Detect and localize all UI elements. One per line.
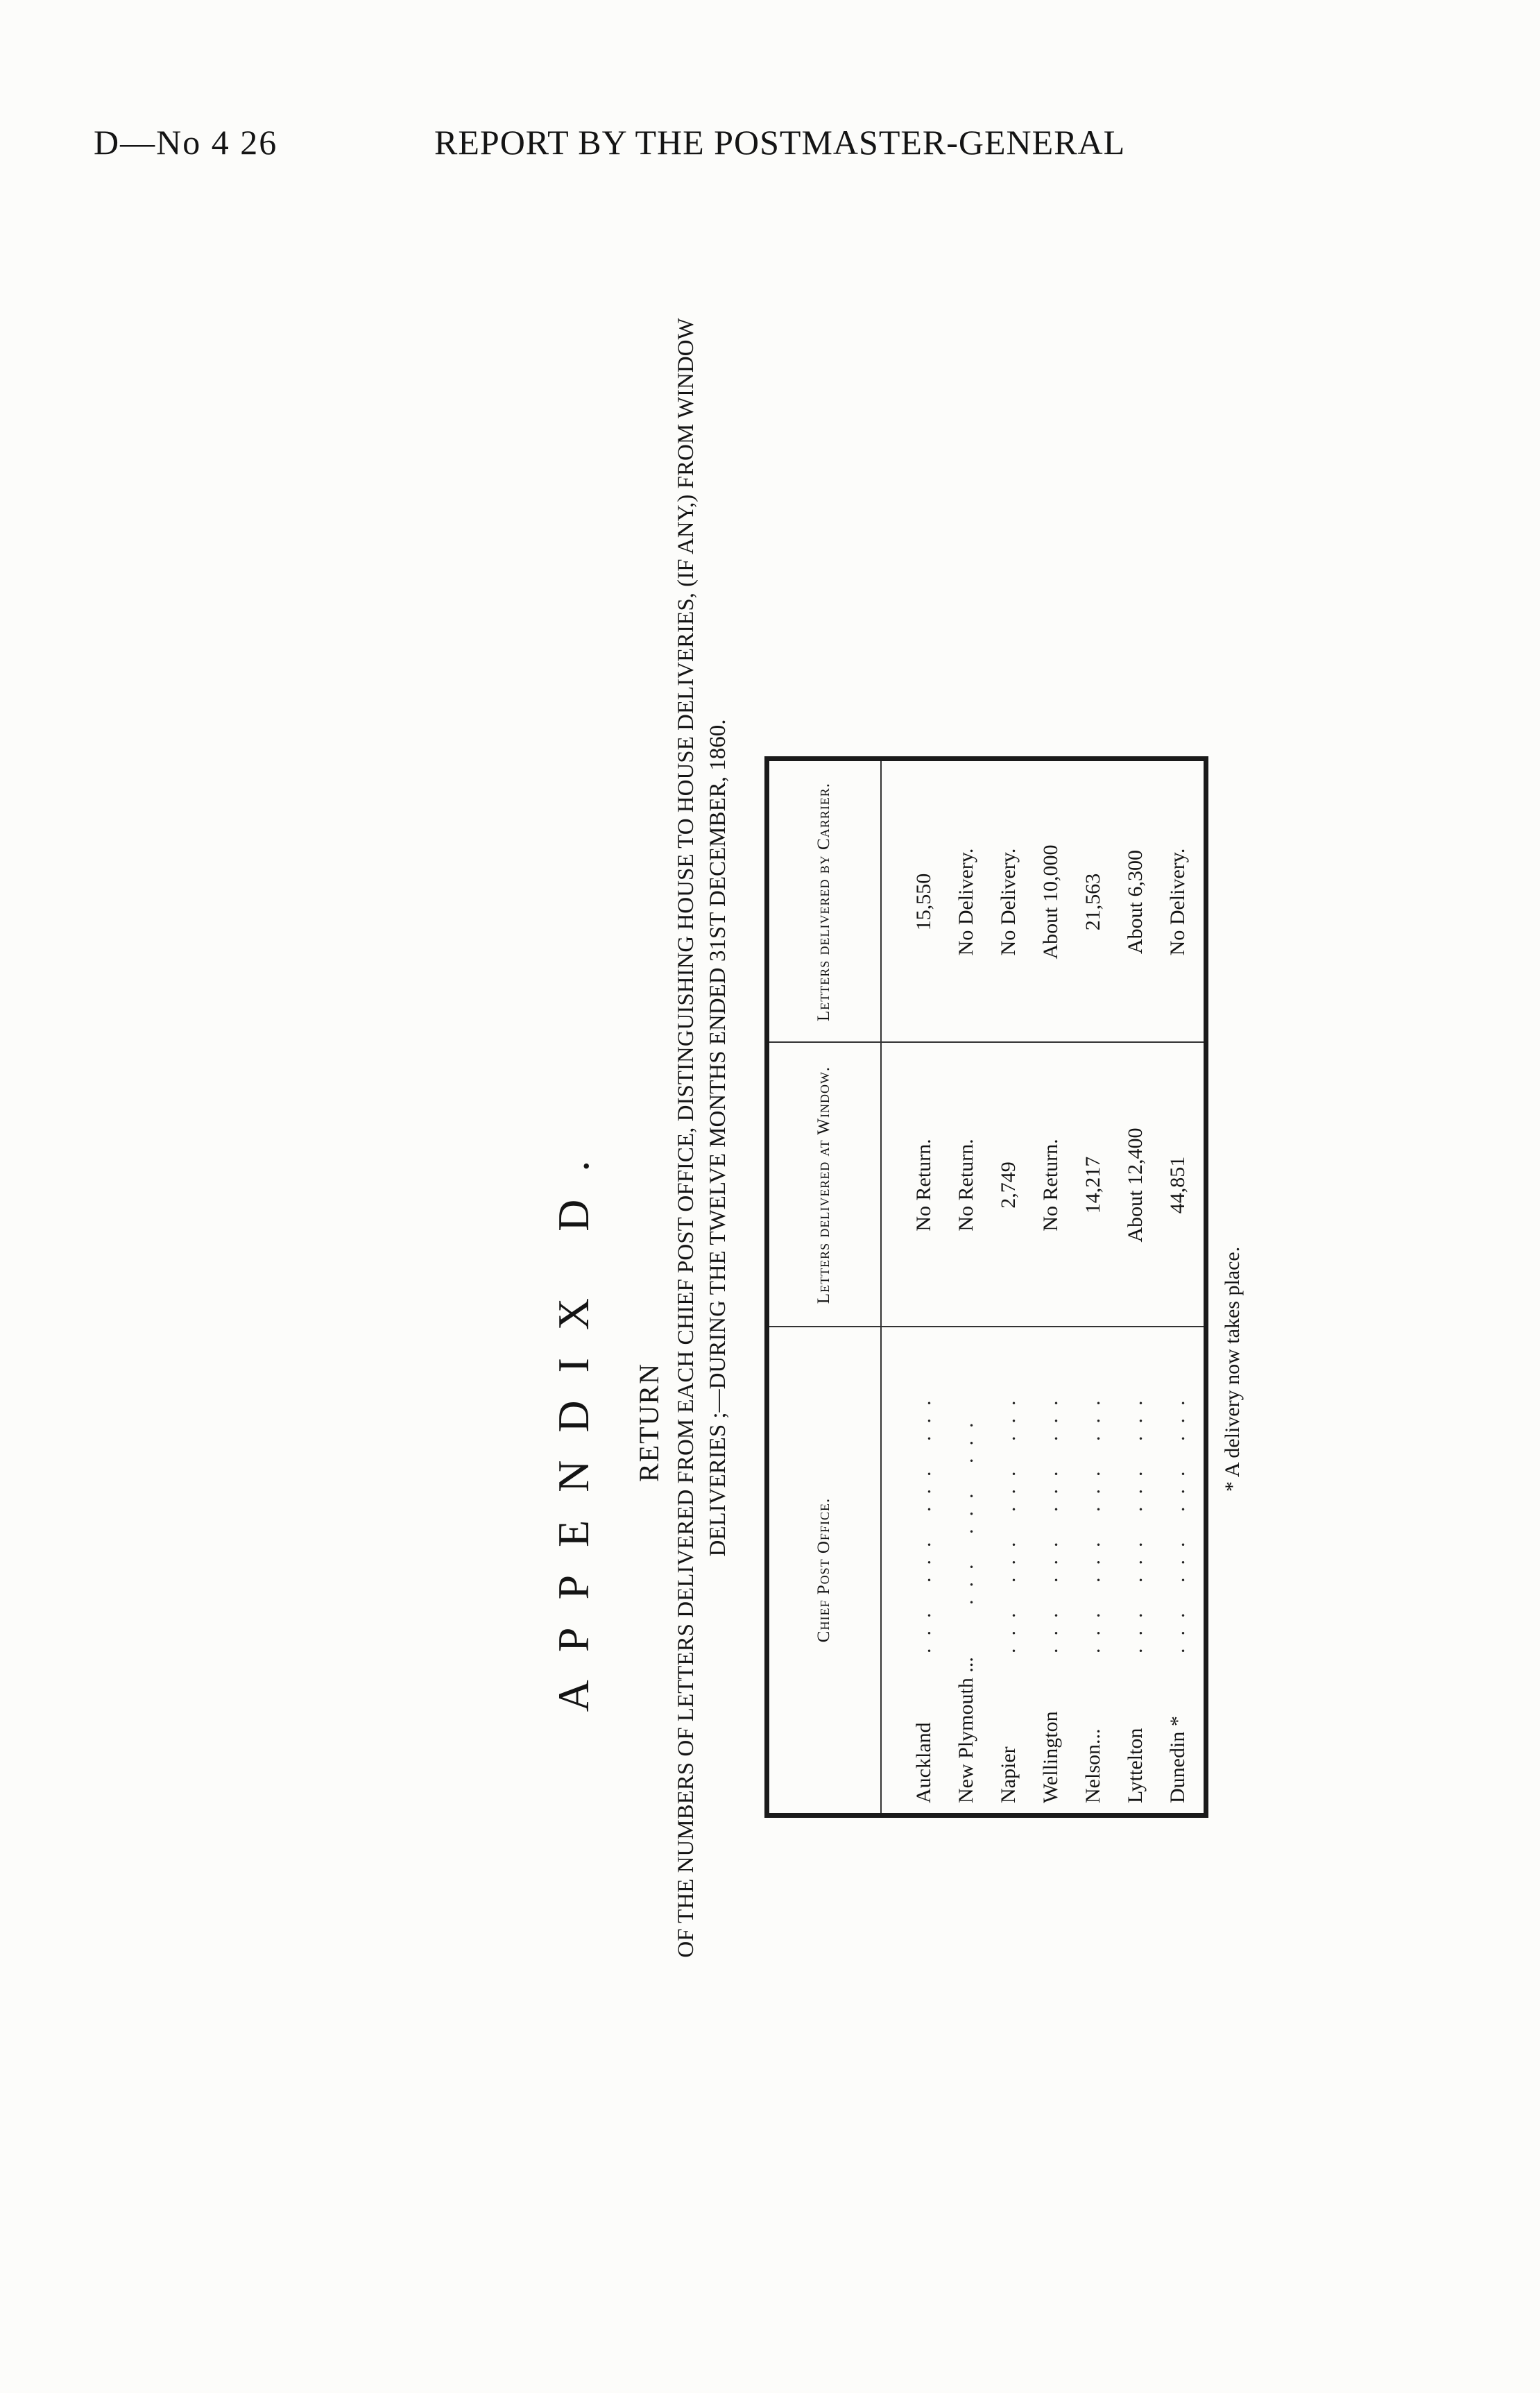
office-name: Dunedin * [1166,1716,1189,1803]
leader-dots: ... ... ... ... [997,1388,1020,1653]
description-line-2: DELIVERIES ;—DURING THE TWELVE MONTHS ENDED 31ST DECEMBER, 1860. [705,719,730,1557]
office-name: Wellington [1039,1711,1062,1803]
description-line-1: OF THE NUMBERS OF LETTERS DELIVERED FROM EACH CHIEF POST OFFICE, DISTINGUISHING HOUSE TO HOUSE DELIVERIES, (IF ANY,) FROM WINDOW [674,318,699,1958]
table-row [1032,761,1075,1813]
office-name: Nelson... [1081,1728,1104,1803]
carrier-count: No Delivery. [997,848,1020,956]
table-row [905,761,948,1813]
table-row [990,761,1032,1813]
column-header-office: Chief Post Office. [814,1497,833,1643]
window-count: No Return. [912,1139,935,1232]
window-count: No Return. [1039,1139,1062,1232]
carrier-count: 21,563 [1081,873,1104,931]
leader-dots: ... ... ... ... [1081,1388,1104,1653]
table-body [905,761,1201,1813]
carrier-count: No Delivery. [955,848,977,956]
carrier-count: About 10,000 [1039,844,1062,960]
table-footnote: * A delivery now takes place. [1221,1246,1244,1492]
table-row [1117,761,1159,1813]
table-row [948,761,990,1813]
window-count: No Return. [955,1139,977,1232]
window-count: About 12,400 [1124,1127,1147,1243]
running-head: REPORT BY THE POSTMASTER-GENERAL [434,123,1126,162]
header-rule [880,761,882,1813]
carrier-count: 15,550 [912,873,935,931]
office-name: New Plymouth ... [955,1657,977,1803]
appendix-title: APPENDIX D. [549,1132,598,1712]
return-table [764,756,1208,1818]
window-count: 14,217 [1081,1156,1104,1214]
column-header-carrier: Letters delivered by Carrier. [814,783,833,1021]
carrier-count: No Delivery. [1166,848,1189,956]
return-heading: RETURN [633,1363,665,1482]
table-row [1159,761,1201,1813]
leader-dots: ... ... ... ... [1166,1388,1189,1653]
office-name: Napier [997,1746,1020,1803]
leader-dots: ... ... ... [955,1410,977,1605]
leader-dots: ... ... ... ... [1039,1388,1062,1653]
rotated-appendix-block [548,187,1244,2088]
return-description [670,187,734,2088]
office-name: Lyttelton [1124,1728,1147,1803]
window-count: 44,851 [1166,1156,1189,1214]
table-row [1075,761,1117,1813]
leader-dots: ... ... ... ... [912,1388,935,1653]
page-reference: D—No 4 26 [94,123,278,162]
column-header-window: Letters delivered at Window. [814,1066,833,1304]
window-count: 2,749 [997,1161,1020,1209]
leader-dots: ... ... ... ... [1124,1388,1147,1653]
carrier-count: About 6,300 [1124,850,1147,954]
office-name: Auckland [912,1722,935,1803]
